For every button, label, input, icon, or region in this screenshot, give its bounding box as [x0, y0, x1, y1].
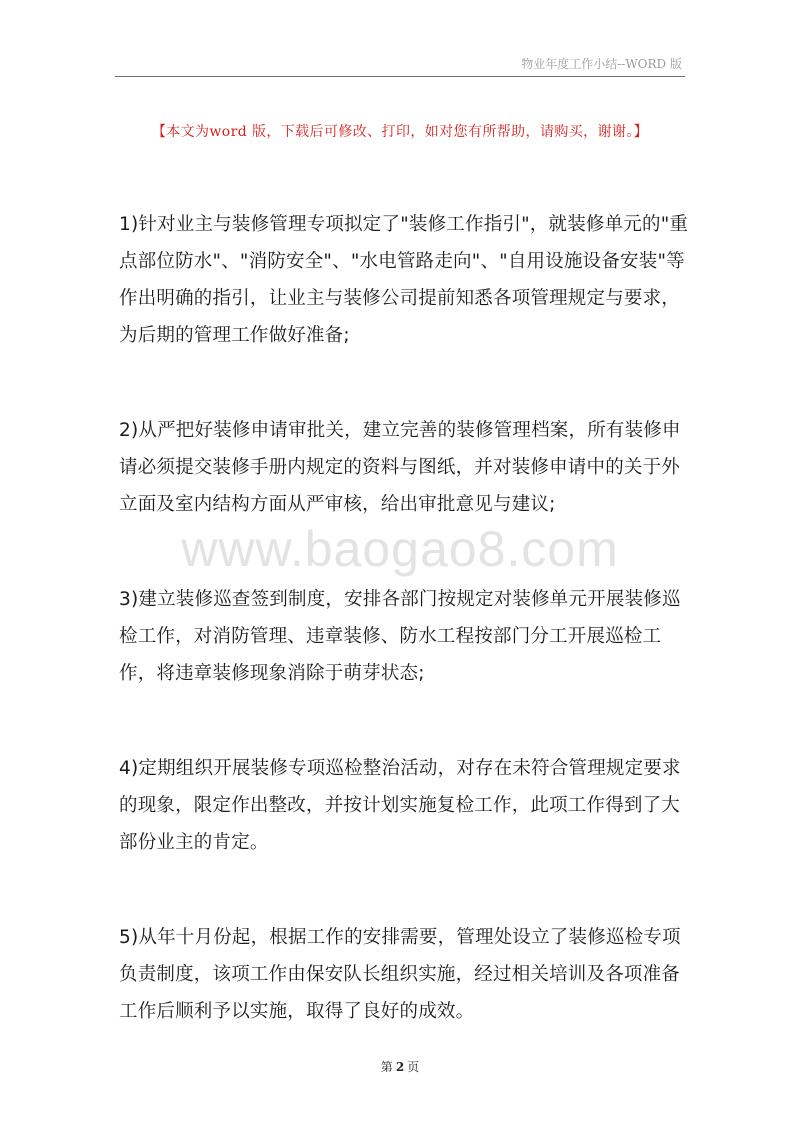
page-footer [0, 1058, 800, 1075]
paragraph-4: 4)定期组织开展装修专项巡检整治活动，对存在未符合管理规定要求的现象，限定作出整改，并按计划实施复检工作，此项工作得到了大部份业主的肯定。 [119, 758, 681, 853]
page-number: 2 [395, 1060, 405, 1074]
header-divider [115, 76, 685, 77]
page-label-suffix: 页 [407, 1060, 420, 1074]
paragraph-2: 2)从严把好装修申请审批关，建立完善的装修管理档案，所有装修申请必须提交装修手册内规定的资料与图纸，并对装修申请中的关于外立面及室内结构方面从严审核，给出审批意见与建议; [119, 420, 681, 515]
document-body [119, 206, 689, 1088]
paragraph-5: 5)从年十月份起，根据工作的安排需要，管理处设立了装修巡检专项负责制度，该项工作由保安队长组织实施，经过相关培训及各项准备工作后顺利予以实施，取得了良好的成效。 [119, 927, 681, 1022]
paragraph-3: 3)建立装修巡查签到制度，安排各部门按规定对装修单元开展装修巡检工作，对消防管理、违章装修、防水工程按部门分工开展巡检工作，将违章装修现象消除于萌芽状态; [119, 589, 681, 684]
download-notice: 【本文为word 版，下载后可修改、打印，如对您有所帮助，请购买，谢谢。】 [151, 124, 649, 140]
watermark-text: www.baogao8.com [181, 521, 619, 577]
page-label-prefix: 第 [380, 1060, 393, 1074]
paragraph-1: 1)针对业主与装修管理专项拟定了"装修工作指引"，就装修单元的"重点部位防水"、"消防安全"、"水电管路走向"、"自用设施设备安装"等作出明确的指引，让业主与装修公司提前知悉各项管理规定与要求，为后期的管理工作做好准备; [119, 214, 689, 346]
running-header: 物业年度工作小结--WORD 版 [521, 57, 682, 71]
